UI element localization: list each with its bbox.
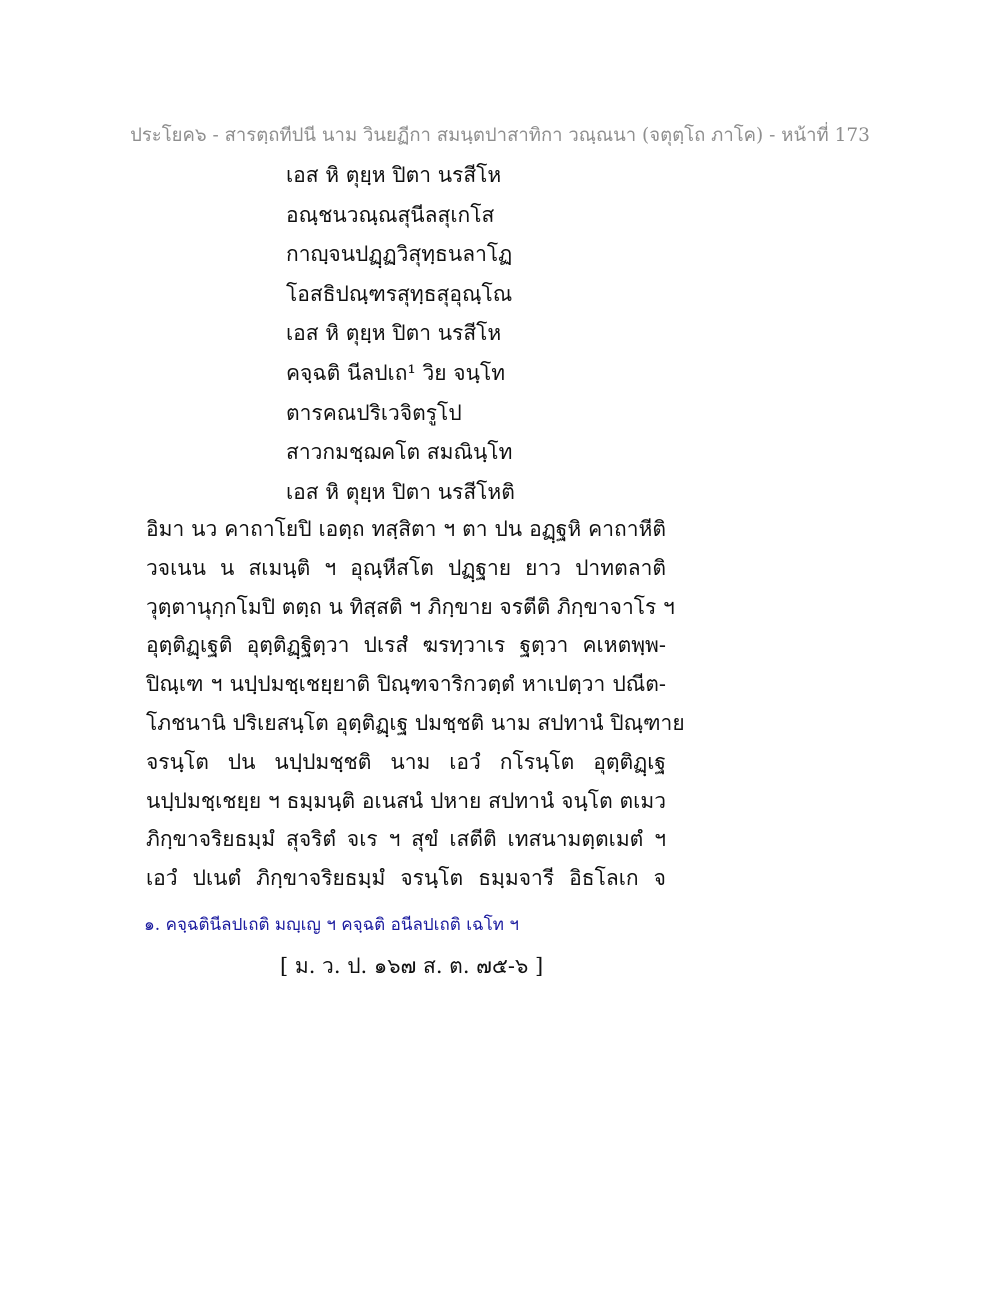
verse-line: เอส หิ ตุยฺห ปิตา นรสีโห [286, 321, 502, 346]
prose-line: วุตฺตานุกฺกโมปิ ตตฺถ น ทิสฺสติ ฯ ภิกฺขาย จรตีติ ภิกฺขาจาโร ฯ [146, 594, 675, 619]
verse-block [286, 156, 515, 512]
verse-line: โอสธิปณฺฑรสุทฺธสุอุณฺโณ [286, 281, 513, 306]
verse-line: กาญฺจนปฏฺฏวิสุทฺธนลาโฏ [286, 242, 513, 267]
verse-line: คจฺฉติ นีลปเถ¹ วิย จนฺโท [286, 360, 506, 385]
footnote [144, 911, 519, 939]
page-header [0, 122, 1000, 150]
reference-text: [ ม. ว. ป. ๑๖๗ ส. ต. ๗๕-๖ ] [280, 954, 544, 978]
prose-line: เอวํ ปเนตํ ภิกฺขาจริยธมฺมํ จรนฺโต ธมฺมจารี อิธโลเก จ [146, 866, 666, 891]
verse-line: ตารคณปริเวจิตรูโป [286, 400, 462, 425]
verse-line: เอส หิ ตุยฺห ปิตา นรสีโห [286, 163, 502, 187]
verse-line: อณฺชนวณฺณสุนีลสุเกโส [286, 202, 495, 227]
prose-line: ปิณฺเฑ ฯ นปฺปมชฺเชยฺยาติ ปิณฺฑจาริกวตฺตํ หาเปตฺวา ปณีต- [146, 672, 666, 697]
page-reference [280, 950, 543, 982]
prose-line: ภิกฺขาจริยธมฺมํ สุจริตํ จเร ฯ สุขํ เสตีติ เทสนามตฺตเมตํ ฯ [146, 827, 666, 852]
prose-paragraph [146, 510, 685, 898]
footnote-text: ๑. คจฺฉตินีลปเถติ มญฺเญ ฯ คจฺฉติ อนีลปเถติ เฉโท ฯ [144, 915, 519, 935]
running-title: ประโยค๖ - สารตฺถทีปนี นาม วินยฏีกา สมนฺตปาสาทิกา วณฺณนา (จตุตฺโถ ภาโค) - หน้าที่ 173 [130, 125, 870, 146]
verse-line: เอส หิ ตุยฺห ปิตา นรสีโหติ [286, 479, 515, 504]
prose-line: โภชนานิ ปริเยสนฺโต อุตฺติฏฺเฐ ปมชฺชติ นาม สปทานํ ปิณฺฑาย [146, 710, 685, 735]
prose-line: อิมา นว คาถาโยปิ เอตฺถ ทสฺสิตา ฯ ตา ปน อฏฺฐหิ คาถาหีติ [146, 517, 666, 541]
prose-line: วจเนน น สเมนฺติ ฯ อุณฺหีสโต ปฏฺฐาย ยาว ปาทตลาติ [146, 555, 666, 580]
prose-line: จรนฺโต ปน นปฺปมชฺชติ นาม เอวํ กโรนฺโต อุตฺติฏฺเฐ [146, 749, 666, 774]
verse-line: สาวกมชฺฌคโต สมณินฺโท [286, 440, 513, 465]
prose-line: อุตฺติฏฺเฐติ อุตฺติฏฺฐิตฺวา ปเรสํ ฆรทฺวาเร ฐตฺวา คเหตพฺพ- [146, 633, 666, 658]
prose-line: นปฺปมชฺเชยฺย ฯ ธมฺมนฺติ อเนสนํ ปหาย สปทานํ จนฺโต ตเมว [146, 788, 666, 813]
